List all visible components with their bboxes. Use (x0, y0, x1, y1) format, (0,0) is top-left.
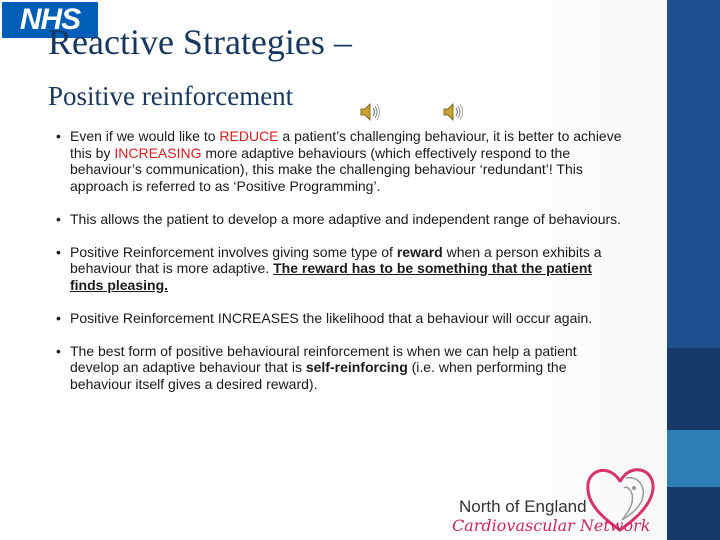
slide-subtitle: Positive reinforcement (48, 81, 294, 111)
bullet-text-segment: Even if we would like to (70, 128, 220, 144)
side-bar-segment (667, 348, 720, 430)
bullet-item (52, 343, 627, 393)
bullet-text-segment: Positive Reinforcement involves giving some type of (70, 243, 397, 260)
bullet-text-segment: INCREASING (114, 144, 202, 161)
bullet-item (52, 128, 627, 194)
bullet-list (52, 128, 627, 409)
bullet-text-segment: when a person exhibits a behaviour that is more adaptive. (70, 243, 602, 276)
network-name: North of England (459, 497, 587, 516)
speaker-icon[interactable] (441, 100, 465, 124)
side-decoration-bar (667, 0, 720, 540)
bullet-text-segment: REDUCE (219, 128, 279, 144)
bullet-text-segment: more adaptive behaviours (which effectively respond to the behaviour’s communication), this make the challenging behaviour ‘redundant’! This approach is referred to as ‘Positive Programming’. (70, 144, 583, 194)
bullet-item (52, 244, 627, 294)
bullet-text-segment: a patient’s challenging behaviour, it is better to achieve this by (70, 128, 622, 161)
bullet-text-segment: The reward has to be something that the patient finds pleasing. (70, 260, 593, 293)
network-subtitle: Cardiovascular Network (452, 516, 651, 535)
bullet-text-segment: (i.e. when performing the behaviour itself gives a desired reward). (70, 359, 567, 392)
bullet-item (52, 211, 627, 228)
side-bar-segment (667, 430, 720, 487)
side-bar-segment (667, 487, 720, 540)
bullet-text-segment: This allows the patient to develop a more adaptive and independent range of behaviours. (70, 210, 622, 227)
bullet-text-segment: self-reinforcing (305, 359, 408, 375)
bullet-text-segment: reward (396, 243, 443, 260)
bullet-text-segment: Positive Reinforcement INCREASES the likelihood that a behaviour will occur again. (70, 309, 593, 326)
speaker-icon[interactable] (358, 100, 382, 124)
bullet-item (52, 310, 627, 327)
bullet-text-segment: The best form of positive behavioural reinforcement is when we can help a patient develop an adaptive behaviour that is (70, 342, 577, 375)
nhs-logo-text: NHS (19, 3, 81, 36)
slide-title: Reactive Strategies – (48, 22, 352, 62)
